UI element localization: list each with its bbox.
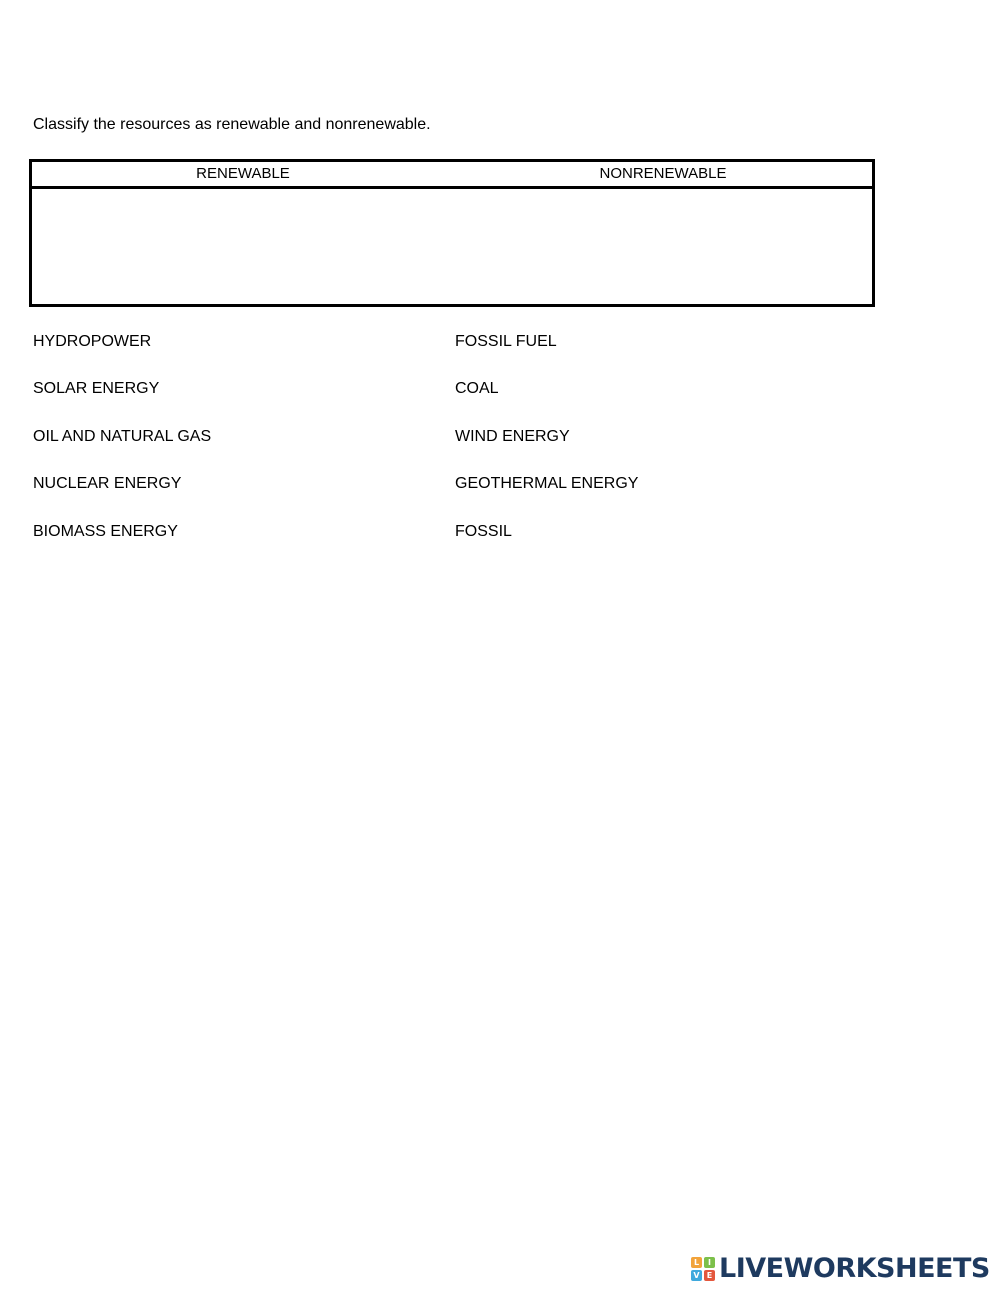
liveworksheets-logo — [691, 1255, 990, 1283]
word-item[interactable]: OIL AND NATURAL GAS — [33, 428, 212, 445]
header-nonrenewable: NONRENEWABLE — [599, 165, 727, 182]
word-item[interactable]: COAL — [455, 380, 499, 397]
table-header-row — [32, 162, 872, 189]
word-item[interactable]: GEOTHERMAL ENERGY — [455, 475, 639, 492]
instruction-text: Classify the resources as renewable and nonrenewable. — [33, 116, 431, 133]
word-item[interactable]: NUCLEAR ENERGY — [33, 475, 182, 492]
header-renewable: RENEWABLE — [196, 165, 290, 182]
word-item[interactable]: FOSSIL FUEL — [455, 333, 557, 350]
classification-table — [29, 159, 875, 307]
logo-mark-letter: V — [691, 1270, 702, 1281]
logo-mark-letter: I — [704, 1257, 715, 1268]
word-item[interactable]: FOSSIL — [455, 523, 512, 540]
word-item[interactable]: SOLAR ENERGY — [33, 380, 160, 397]
logo-text: LIVEWORKSHEETS — [719, 1253, 990, 1284]
word-item[interactable]: BIOMASS ENERGY — [33, 523, 178, 540]
logo-mark-icon — [691, 1257, 715, 1281]
nonrenewable-drop-zone[interactable] — [454, 189, 872, 304]
logo-mark-letter: L — [691, 1257, 702, 1268]
renewable-drop-zone[interactable] — [32, 189, 454, 304]
word-item[interactable]: HYDROPOWER — [33, 333, 152, 350]
word-item[interactable]: WIND ENERGY — [455, 428, 570, 445]
logo-mark-letter: E — [704, 1270, 715, 1281]
